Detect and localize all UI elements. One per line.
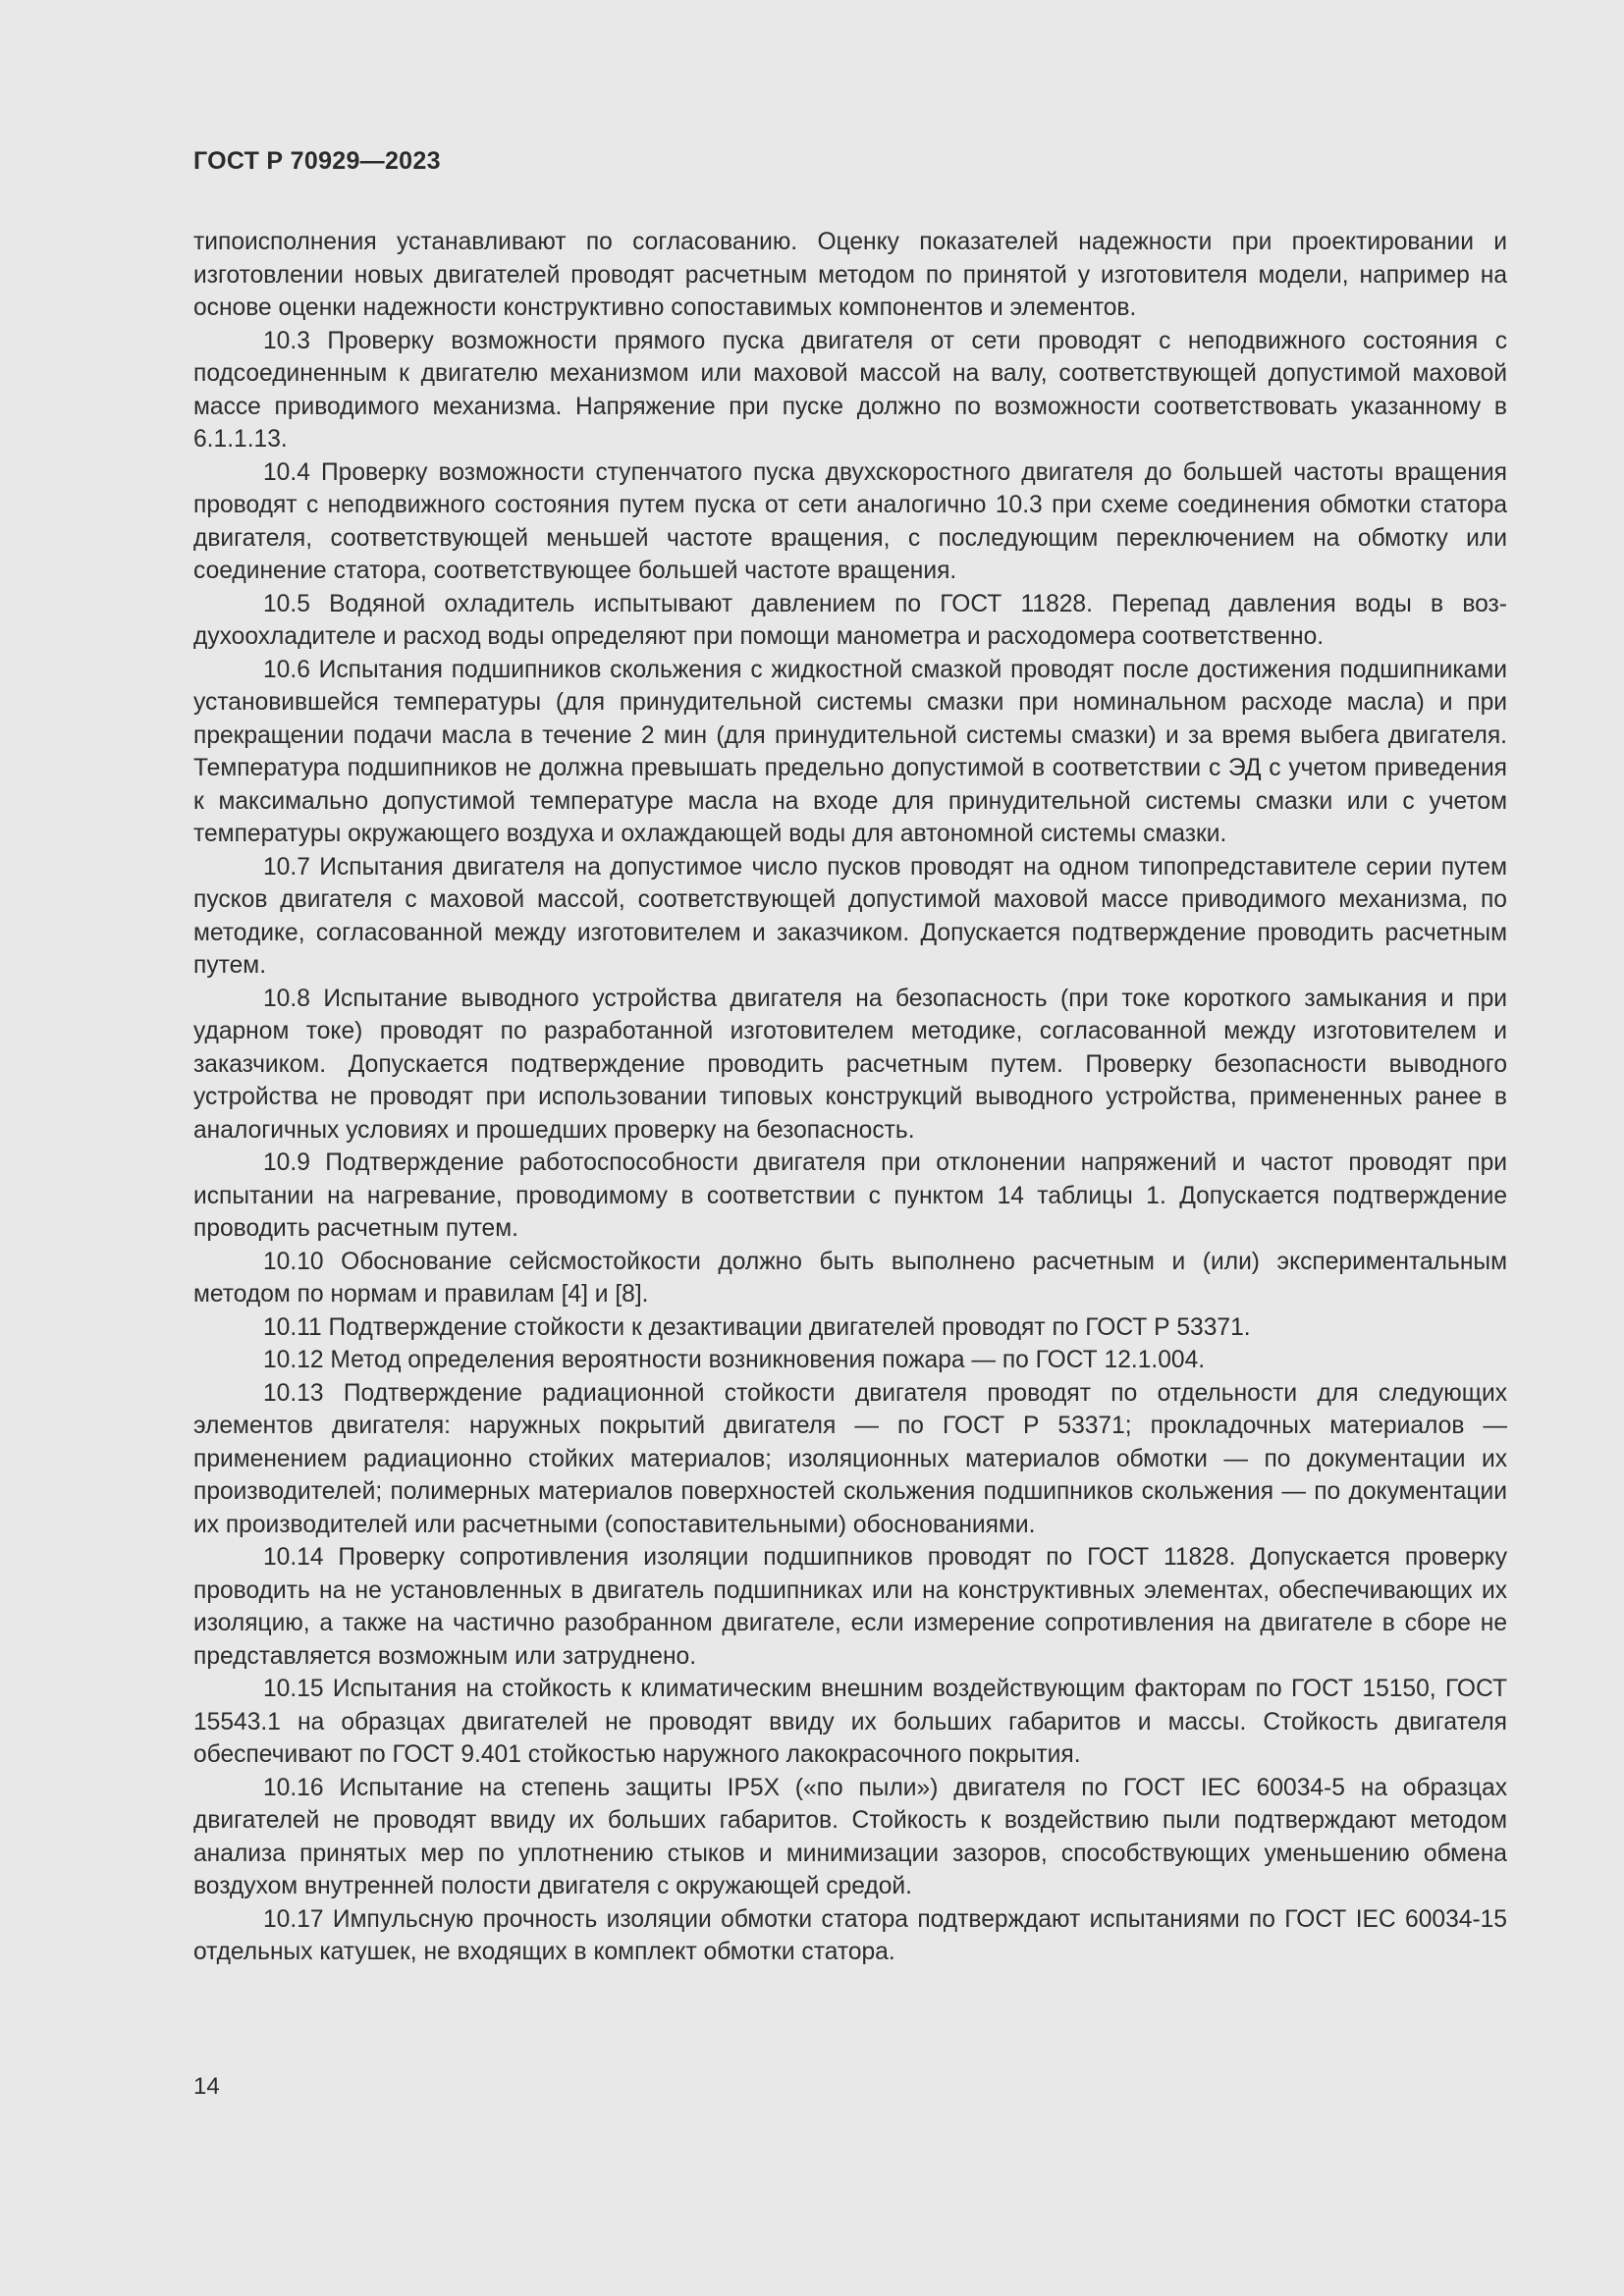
paragraph-10-8: 10.8 Испытание выводного устройства двигателя на безопасность (при токе короткого замыкания и при ударном токе) проводят по разработанной изготовителем методике, согласованной между изготовителем и заказчиком. Допускается подтверждение проводить расчетным путем. Проверку безопасности выводного устройства не проводят при использовании типовых конструкций выводного устройства, примененных ранее в аналогичных условиях и прошедших проверку на безопасность. xyxy=(193,985,1507,1144)
page-number: 14 xyxy=(193,2073,220,2100)
paragraph-10-16: 10.16 Испытание на степень защиты IP5X («по пыли») двигателя по ГОСТ IEC 60034-5 на образцах двигателей не проводят ввиду их больших габаритов. Стойкость к воздействию пыли подтверждают методом анализа принятых мер по уплотнению стыков и минимизации зазоров, способствующих уменьшению обмена воздухом внутренней полости двигателя с окружающей средой. xyxy=(193,1774,1507,1899)
paragraph-10-12: 10.12 Метод определения вероятности возникновения пожара — по ГОСТ 12.1.004. xyxy=(263,1347,1206,1373)
paragraph-10-15: 10.15 Испытания на стойкость к климатическим внешним воздействующим факторам по ГОСТ 15150, ГОСТ 15543.1 на образцах двигателей не проводят ввиду их больших габаритов и массы. Стойкость двигателя обеспечивают по ГОСТ 9.401 стойкостью наружного лакокрасочного покрытия. xyxy=(193,1676,1507,1768)
paragraph-10-13: 10.13 Подтверждение радиационной стойкости двигателя проводят по отдельности для следующих элементов двигателя: наружных покрытий двигателя — по ГОСТ Р 53371; прокладочных материалов — применением радиационно стойких материалов; изоляционных материалов обмотки — по документации их производителей; полимерных материалов поверхностей скольжения подшипников скольжения — по документации их производителей или расчетными (сопоставительными) обоснованиями. xyxy=(193,1379,1507,1538)
document-header: ГОСТ Р 70929—2023 xyxy=(193,147,441,175)
paragraph-10-7: 10.7 Испытания двигателя на допустимое число пусков проводят на одном типопредставителе серии путем пусков двигателя с маховой массой, соответствующей допустимой маховой массе приводимого механизма, по методике, согласованной между изготовителем и заказчиком. Допускается подтверждение проводить расчетным путем. xyxy=(193,853,1507,979)
paragraph-continuation: типоисполнения устанавливают по согласованию. Оценку показателей надежности при проектировании и изготовлении новых двигателей проводят расчетным методом по принятой у изготовителя модели, например на основе оценки надежности конструктивно сопоставимых компонентов и элементов. xyxy=(193,229,1507,321)
paragraph-10-14: 10.14 Проверку сопротивления изоляции подшипников проводят по ГОСТ 11828. Допускается проверку проводить на не установленных в двигатель подшипниках или на конструктивных элементах, обеспечивающих их изоляцию, а также на частично разобранном двигателе, если измерение сопротивления на двигателе в сборе не представляется возможным или затруднено. xyxy=(193,1544,1507,1670)
paragraph-10-9: 10.9 Подтверждение работоспособности двигателя при отклонении напряжений и частот проводят при испытании на нагревание, проводимому в соответствии с пунктом 14 таблицы 1. Допускается подтверждение проводить расчетным путем. xyxy=(193,1149,1507,1242)
paragraph-10-5: 10.5 Водяной охладитель испытывают давлением по ГОСТ 11828. Перепад давления воды в воздухоохладителе и расход воды определяют при помощи манометра и расходомера соответственно. xyxy=(193,590,1507,650)
paragraph-10-6: 10.6 Испытания подшипников скольжения с жидкостной смазкой проводят после достижения подшипниками установившейся температуры (для принудительной системы смазки при номинальном расходе масла) и при прекращении подачи масла в течение 2 мин (для принудительной системы смазки) и за время выбега двигателя. Температура подшипников не должна превышать предельно допустимой в соответствии с ЭД с учетом приведения к максимально допустимой температуре масла на входе для принудительной системы смазки или с учетом температуры окружающего воздуха и охлаждающей воды для автономной системы смазки. xyxy=(193,656,1507,847)
document-body xyxy=(193,226,1507,1969)
paragraph-10-10: 10.10 Обоснование сейсмостойкости должно быть выполнено расчетным и (или) экспериментальным методом по нормам и правилам [4] и [8]. xyxy=(193,1248,1507,1308)
paragraph-10-11: 10.11 Подтверждение стойкости к дезактивации двигателей проводят по ГОСТ Р 53371. xyxy=(263,1313,1251,1341)
paragraph-10-3: 10.3 Проверку возможности прямого пуска двигателя от сети проводят с неподвижного состояния с подсоединенным к двигателю механизмом или маховой массой на валу, соответствующей допустимой маховой массе приводимого механизма. Напряжение при пуске должно по возможности соответствовать указанному в 6.1.1.13. xyxy=(193,327,1507,453)
paragraph-10-17: 10.17 Импульсную прочность изоляции обмотки статора подтверждают испытаниями по ГОСТ IEC 60034-15 отдельных катушек, не входящих в комплект обмотки статора. xyxy=(193,1905,1507,1965)
paragraph-10-4: 10.4 Проверку возможности ступенчатого пуска двухскоростного двигателя до большей частоты вращения проводят с неподвижного состояния путем пуска от сети аналогично 10.3 при схеме соединения обмотки статора двигателя, соответствующей меньшей частоте вращения, с последующим переключением на обмотку или соединение статора, соответствующее большей частоте вращения. xyxy=(193,458,1507,584)
